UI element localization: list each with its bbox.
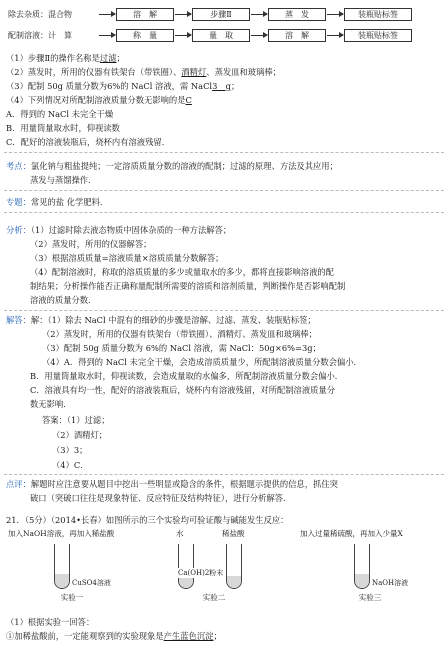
jieda-line: 解答：解：（1）除去 NaCl 中混有的细砂的步骤是溶解、过滤、蒸发、装瓶贴标签； [6, 315, 316, 325]
kaodian: 考点：氯化钠与粗盐提纯；一定溶质质量分数的溶液的配制；过滤的原理、方法及其应用； [6, 161, 338, 171]
arrow-icon [99, 14, 115, 15]
arrow-icon [251, 35, 267, 36]
test-tube-icon [354, 544, 370, 589]
flow-label: 除去杂质：混合物 [8, 9, 72, 19]
exp-instruction: 加入过量稀硫酸，再加入少量X [300, 529, 403, 538]
jieda-line: 数无影响． [30, 399, 72, 409]
answer: 产生蓝色沉淀 [163, 631, 214, 641]
arrow-icon [251, 14, 267, 15]
answer: 过滤 [99, 53, 117, 63]
arrow-icon [175, 35, 191, 36]
flow-step: 溶 解 [268, 29, 326, 42]
divider [4, 474, 444, 475]
jieda-line: （4）A．得到的 NaCl 未完全干燥，会造成溶质质量少，所配制溶液质量分数会偏小． [42, 357, 362, 367]
divider [4, 310, 444, 311]
option-b: B．用量筒量取水时，仰视读数 [6, 123, 120, 133]
jieda-line: （2）蒸发时，所用的仪器有铁架台（带铁圈）、酒精灯、蒸发皿和玻璃棒； [42, 329, 317, 339]
jieda-line: B．用量筒量取水时，仰视读数，会造成量取的水偏多，所配制溶液质量分数会偏小． [30, 371, 344, 381]
flow-label: 配制溶液：计 算 [8, 30, 72, 40]
answer: 3 g [212, 81, 231, 91]
fenxi-line: （3）根据溶质质量=溶液质量×溶质质量分数解答； [30, 253, 224, 263]
flow-step: 装瓶贴标签 [344, 29, 412, 42]
experiment-1 [8, 528, 136, 603]
exp-instruction: 加入NaOH溶液，再加入稀盐酸 [8, 529, 115, 538]
question-2: （2）蒸发时，所用的仪器有铁架台（带铁圈）、酒精灯、蒸发皿和玻璃棒； [6, 67, 281, 77]
jieda-answer: （4）C． [52, 460, 89, 470]
experiment-2 [150, 528, 278, 603]
arrow-icon [99, 35, 115, 36]
exp-caption: 实验一 [60, 593, 84, 602]
exp-caption: 实验三 [358, 593, 382, 602]
exp-instruction: 水 [176, 529, 184, 538]
dianping: 点评：解题时应注意要从题目中挖出一些明显或隐含的条件，根据题示提供的信息，抓住突 [6, 479, 338, 489]
exp-label: CuSO4溶液 [72, 579, 111, 587]
fenxi-line: （4）配制溶液时，称取的溶质质量的多少或量取水的多少，都将直接影响溶液的配 [30, 267, 334, 277]
test-tube-icon [226, 544, 242, 589]
exp-label: NaOH溶液 [372, 579, 409, 587]
experiment-3 [300, 528, 440, 603]
flow-step: 蒸 发 [268, 8, 326, 21]
jieda-answer: 答案：（1）过滤； [42, 415, 110, 425]
answer: 酒精灯 [181, 67, 207, 77]
question-21-1: （1）根据实验一回答： [6, 617, 95, 627]
divider [4, 190, 444, 191]
jieda-answer: （3）3； [52, 445, 88, 455]
arrow-icon [175, 14, 191, 15]
fenxi-line: 分析：（1）过滤时除去液态物质中固体杂质的一种方法解答； [6, 225, 232, 235]
option-c: C．配好的溶液装瓶后，烧杯内有溶液残留． [6, 137, 170, 147]
flow-row-1 [8, 7, 412, 21]
question-21-1-a: ①加稀盐酸前，一定能观察到的实验现象是产生蓝色沉淀； [6, 631, 222, 641]
answer: C [185, 95, 192, 105]
question-3: （3）配制 50g 质量分数为6%的 NaCl 溶液，需 NaCl3 g； [6, 81, 240, 91]
arrow-icon [327, 14, 343, 15]
arrow-icon [327, 35, 343, 36]
flow-step: 称 量 [116, 29, 174, 42]
flow-step: 量 取 [192, 29, 250, 42]
option-a: A．得到的 NaCl 未完全干燥 [6, 109, 114, 119]
exp-caption: 实验二 [202, 593, 226, 602]
fenxi-line: 溶液的质量分数． [30, 295, 97, 305]
flow-step: 装瓶贴标签 [344, 8, 412, 21]
flow-row-2 [8, 28, 412, 42]
fenxi-line: （2）蒸发时，所用的仪器解答； [30, 239, 152, 249]
test-tube-icon [178, 544, 194, 589]
fenxi-line: 制结果；分析操作能否正确称量配制所需要的溶质和溶剂质量，判断操作是否影响配制 [30, 281, 346, 291]
test-tube-icon [54, 544, 70, 589]
jieda-answer: （2）酒精灯； [52, 430, 108, 440]
question-1: （1）步骤Ⅱ的操作名称是过滤； [6, 53, 125, 63]
kaodian-cont: 蒸发与蒸馏操作． [30, 175, 97, 185]
jieda-line: C．溶液具有均一性，配好的溶液装瓶后，烧杯内有溶液残留，对所配制溶液质量分 [30, 385, 336, 395]
exp-label: Ca(OH)2粉末 [178, 569, 224, 577]
jieda-line: （3）配制 50g 质量分数为 6%的 NaCl 溶液，需 NaCl：50g×6%=3g； [42, 343, 321, 353]
flow-step: 溶 解 [116, 8, 174, 21]
question-4: （4）下列情况对所配制溶液质量分数无影响的是C [6, 95, 192, 105]
question-21: 21．（5分）（2014•长春）如图所示的三个实验均可验证酸与碱能发生反应： [6, 515, 289, 525]
zhuanti: 专题：常见的盐 化学肥料． [6, 197, 109, 207]
exp-instruction: 稀盐酸 [222, 529, 245, 538]
flow-step: 步骤Ⅱ [192, 8, 250, 21]
divider [4, 152, 444, 153]
divider [4, 212, 444, 213]
dianping-cont: 破口（突破口往往是现象特征、反应特征及结构特征），进行分析解答． [30, 493, 292, 503]
